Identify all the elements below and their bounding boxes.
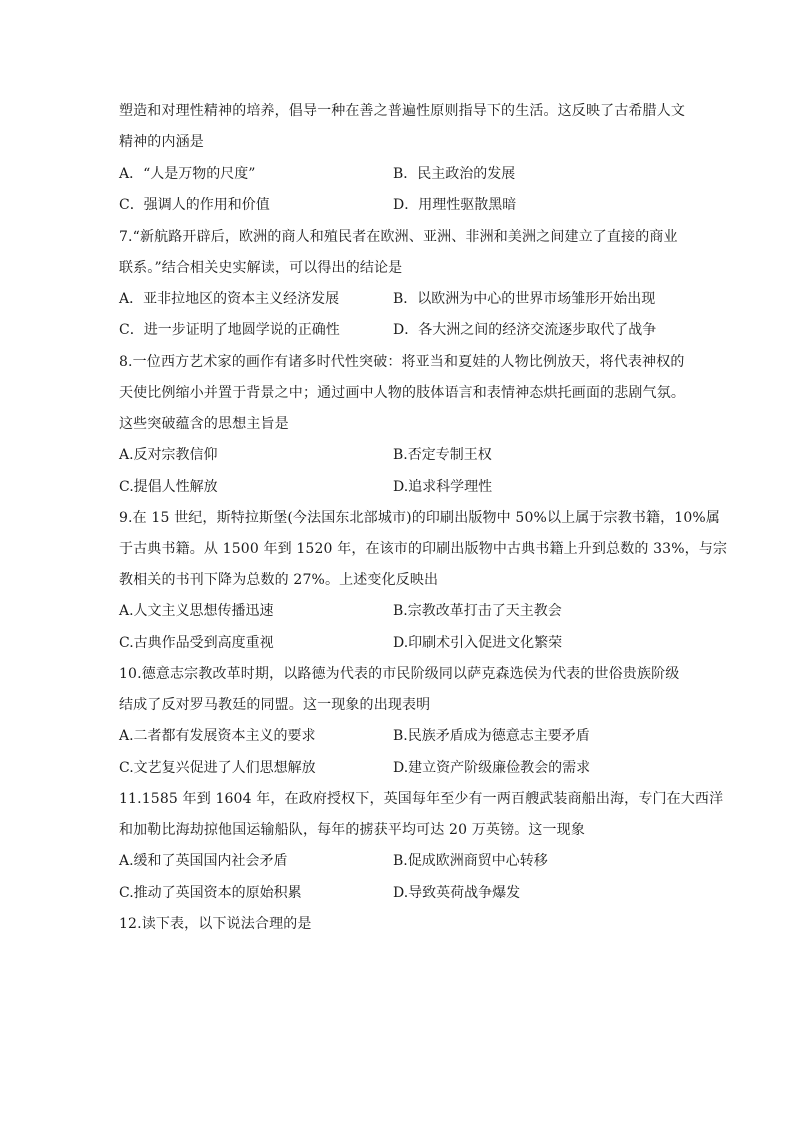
q11-stem-line-2: 和加勒比海劫掠他国运输船队，每年的掳获平均可达 20 万英镑。这一现象 (119, 822, 585, 838)
q10-option-b: B.民族矛盾成为德意志主要矛盾 (393, 728, 590, 744)
q7-stem-line-2: 联系。”结合相关史实解读，可以得出的结论是 (119, 260, 403, 276)
q9-option-c: C.古典作品受到高度重视 (119, 635, 274, 651)
q8-stem-line-1: 8.一位西方艺术家的画作有诸多时代性突破：将亚当和夏娃的人物比例放天，将代表神权的 (119, 354, 685, 370)
q10-option-a: A.二者都有发展资本主义的要求 (119, 728, 316, 744)
q8-option-a: A.反对宗教信仰 (119, 447, 218, 463)
q6-option-c: C．强调人的作用和价值 (119, 197, 270, 213)
q11-option-d: D.导致英荷战争爆发 (393, 885, 521, 901)
q6-stem-line-1: 塑造和对理性精神的培养，倡导一种在善之普遍性原则指导下的生活。这反映了古希腊人文 (119, 103, 685, 119)
q7-option-c: C．进一步证明了地圆学说的正确性 (119, 322, 340, 338)
q10-stem-line-1: 10.德意志宗教改革时期，以路德为代表的市民阶级同以萨克森选侯为代表的世俗贵族阶级 (119, 666, 680, 682)
q8-stem-line-3: 这些突破蕴含的思想主旨是 (119, 416, 289, 432)
q9-option-a: A.人文主义思想传播迅速 (119, 603, 274, 619)
q8-stem-line-2: 天使比例缩小并置于背景之中；通过画中人物的肢体语言和表情神态烘托画面的悲剧气氛。 (119, 385, 685, 401)
q8-option-c: C.提倡人性解放 (119, 479, 218, 495)
q10-option-d: D.建立资产阶级廉俭教会的需求 (393, 760, 591, 776)
q11-option-c: C.推动了英国资本的原始积累 (119, 885, 302, 901)
q8-option-b: B.否定专制王权 (393, 447, 492, 463)
q6-option-b: B．民主政治的发展 (393, 166, 516, 182)
q6-option-d: D．用理性驱散黑暗 (393, 197, 517, 213)
q9-stem-line-3: 教相关的书刊下降为总数的 27%。上述变化反映出 (119, 572, 439, 588)
q7-option-b: B．以欧洲为中心的世界市场雏形开始出现 (393, 291, 656, 307)
q11-stem-line-1: 11.1585 年到 1604 年，在政府授权下，英国每年至少有一两百艘武装商船出海，专门在大西洋 (119, 791, 724, 807)
q9-option-d: D.印刷术引入促进文化繁荣 (393, 635, 563, 651)
q12-stem-line-1: 12.读下表，以下说法合理的是 (119, 916, 312, 932)
q11-option-b: B.促成欧洲商贸中心转移 (393, 853, 548, 869)
q6-option-a: A．“人是万物的尺度” (119, 166, 256, 182)
q7-option-d: D．各大洲之间的经济交流逐步取代了战争 (393, 322, 657, 338)
q6-stem-line-2: 精神的内涵是 (119, 134, 204, 150)
q8-option-d: D.追求科学理性 (393, 479, 493, 495)
q11-option-a: A.缓和了英国国内社会矛盾 (119, 853, 288, 869)
q7-option-a: A．亚非拉地区的资本主义经济发展 (119, 291, 340, 307)
q9-stem-line-1: 9.在 15 世纪，斯特拉斯堡(今法国东北部城市)的印刷出版物中 50%以上属于宗教书籍，10%属 (119, 510, 721, 526)
q9-option-b: B.宗教改革打击了天主教会 (393, 603, 562, 619)
q7-stem-line-1: 7.“新航路开辟后，欧洲的商人和殖民者在欧洲、亚洲、非洲和美洲之间建立了直接的商业 (119, 229, 678, 245)
q10-option-c: C.文艺复兴促进了人们思想解放 (119, 760, 316, 776)
q9-stem-line-2: 于古典书籍。从 1500 年到 1520 年，在该市的印刷出版物中古典书籍上升到总数的 33%，与宗 (119, 541, 728, 557)
q10-stem-line-2: 结成了反对罗马教廷的同盟。这一现象的出现表明 (119, 697, 431, 713)
